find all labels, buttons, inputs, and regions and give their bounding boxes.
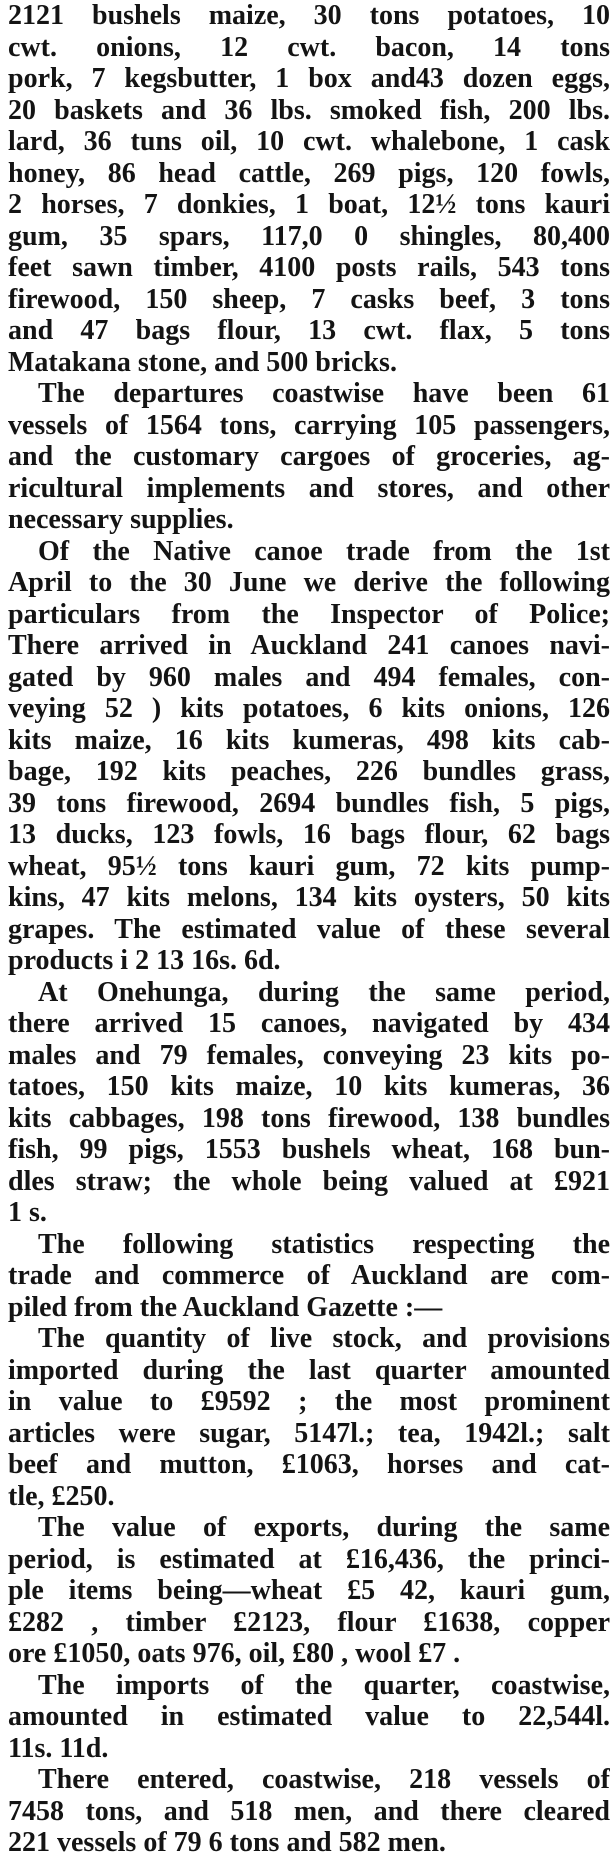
text-line: 13 ducks, 123 fowls, 16 bags flour, 62 bags (8, 819, 610, 850)
text-line: kins, 47 kits melons, 134 kits oysters, 50 kits (8, 882, 610, 913)
text-line: ple items being—wheat £5 42, kauri gum, (8, 1575, 610, 1606)
text-line: kits cabbages, 198 tons firewood, 138 bundles (8, 1102, 610, 1134)
text-line: vessels of 1564 tons, carrying 105 passengers, (8, 409, 610, 441)
text-line: The imports of the quarter, coastwise, (38, 1669, 610, 1701)
text-line: dles straw; the whole being valued at £921 (8, 1165, 610, 1197)
text-line: imported during the last quarter amounted (8, 1354, 610, 1386)
text-line: £282 , timber £2123, flour £1638, copper (8, 1606, 610, 1638)
text-line: honey, 86 head cattle, 269 pigs, 120 fowls, (8, 157, 610, 189)
text-line: necessary supplies. (8, 504, 234, 535)
text-line: articles were sugar, 5147l.; tea, 1942l.; salt (8, 1417, 610, 1449)
text-line: April to the 30 June we derive the following (8, 567, 610, 598)
article-paragraph (8, 1670, 610, 1765)
text-line: The following statistics respecting the (38, 1228, 610, 1260)
text-line: and the customary cargoes of groceries, ag- (8, 441, 610, 472)
text-line: 11s. 11d. (8, 1732, 109, 1764)
text-line: products i 2 13 16s. 6d. (8, 945, 281, 976)
text-line: ricultural implements and stores, and other (8, 472, 610, 504)
text-line: 39 tons firewood, 2694 bundles fish, 5 pigs, (8, 787, 610, 819)
article-paragraph (8, 977, 610, 1229)
text-line: veying 52 ) kits potatoes, 6 kits onions, 126 (8, 693, 610, 724)
text-line: 7458 tons, and 518 men, and there cleared (8, 1795, 610, 1827)
text-line: firewood, 150 sheep, 7 casks beef, 3 tons (8, 283, 610, 315)
text-line: grapes. The estimated value of these several (8, 913, 610, 945)
text-line: gum, 35 spars, 117,0 0 shingles, 80,400 (8, 220, 610, 252)
text-line: There arrived in Auckland 241 canoes navi- (8, 630, 610, 661)
text-line: The value of exports, during the same (38, 1512, 610, 1543)
text-line: tatoes, 150 kits maize, 10 kits kumeras, 36 (8, 1071, 610, 1102)
article-paragraph (8, 1229, 610, 1324)
text-line: beef and mutton, £1063, horses and cat- (8, 1449, 610, 1480)
text-line: period, is estimated at £16,436, the princi- (8, 1543, 610, 1575)
article-column (8, 0, 610, 1859)
text-line: The departures coastwise have been 61 (38, 378, 610, 409)
text-line: amounted in estimated value to 22,544l. (8, 1701, 610, 1732)
text-line: bage, 192 kits peaches, 226 bundles grass, (8, 756, 610, 787)
text-line: tle, £250. (8, 1480, 115, 1512)
article-paragraph (8, 378, 610, 536)
article-paragraph (8, 536, 610, 977)
text-line: in value to £9592 ; the most prominent (8, 1386, 610, 1417)
text-line: there arrived 15 canoes, navigated by 434 (8, 1008, 610, 1039)
text-line: fish, 99 pigs, 1553 bushels wheat, 168 bun- (8, 1134, 610, 1165)
article-paragraph (8, 0, 610, 378)
text-line: Of the Native canoe trade from the 1st (38, 535, 610, 567)
text-line: piled from the Auckland Gazette :— (8, 1291, 443, 1323)
text-line: There entered, coastwise, 218 vessels of (38, 1764, 610, 1795)
text-line: particulars from the Inspector of Police; (8, 598, 610, 630)
article-paragraph (8, 1764, 610, 1859)
text-line: and 47 bags flour, 13 cwt. flax, 5 tons (8, 315, 610, 346)
text-line: At Onehunga, during the same period, (38, 976, 610, 1008)
text-line: Matakana stone, and 500 bricks. (8, 346, 397, 378)
text-line: wheat, 95½ tons kauri gum, 72 kits pump- (8, 850, 610, 882)
article-paragraph (8, 1323, 610, 1512)
text-line: males and 79 females, conveying 23 kits po- (8, 1039, 610, 1071)
text-line: 2 horses, 7 donkies, 1 boat, 12½ tons kauri (8, 189, 610, 220)
text-line: cwt. onions, 12 cwt. bacon, 14 tons (8, 31, 610, 63)
text-line: trade and commerce of Auckland are com- (8, 1260, 610, 1291)
text-line: 221 vessels of 79 6 tons and 582 men. (8, 1827, 446, 1858)
text-line: 20 baskets and 36 lbs. smoked fish, 200 lbs. (8, 94, 610, 126)
text-line: gated by 960 males and 494 females, con- (8, 661, 610, 693)
text-line: 2121 bushels maize, 30 tons potatoes, 10 (8, 0, 610, 31)
text-line: feet sawn timber, 4100 posts rails, 543 tons (8, 252, 610, 283)
text-line: ore £1050, oats 976, oil, £80 , wool £7 . (8, 1638, 461, 1669)
text-line: lard, 36 tuns oil, 10 cwt. whalebone, 1 cask (8, 126, 610, 157)
article-paragraph (8, 1512, 610, 1670)
text-line: The quantity of live stock, and provisions (38, 1323, 610, 1354)
text-line: 1 s. (8, 1197, 47, 1228)
text-line: pork, 7 kegsbutter, 1 box and43 dozen eggs, (8, 63, 610, 94)
text-line: kits maize, 16 kits kumeras, 498 kits cab- (8, 724, 610, 756)
